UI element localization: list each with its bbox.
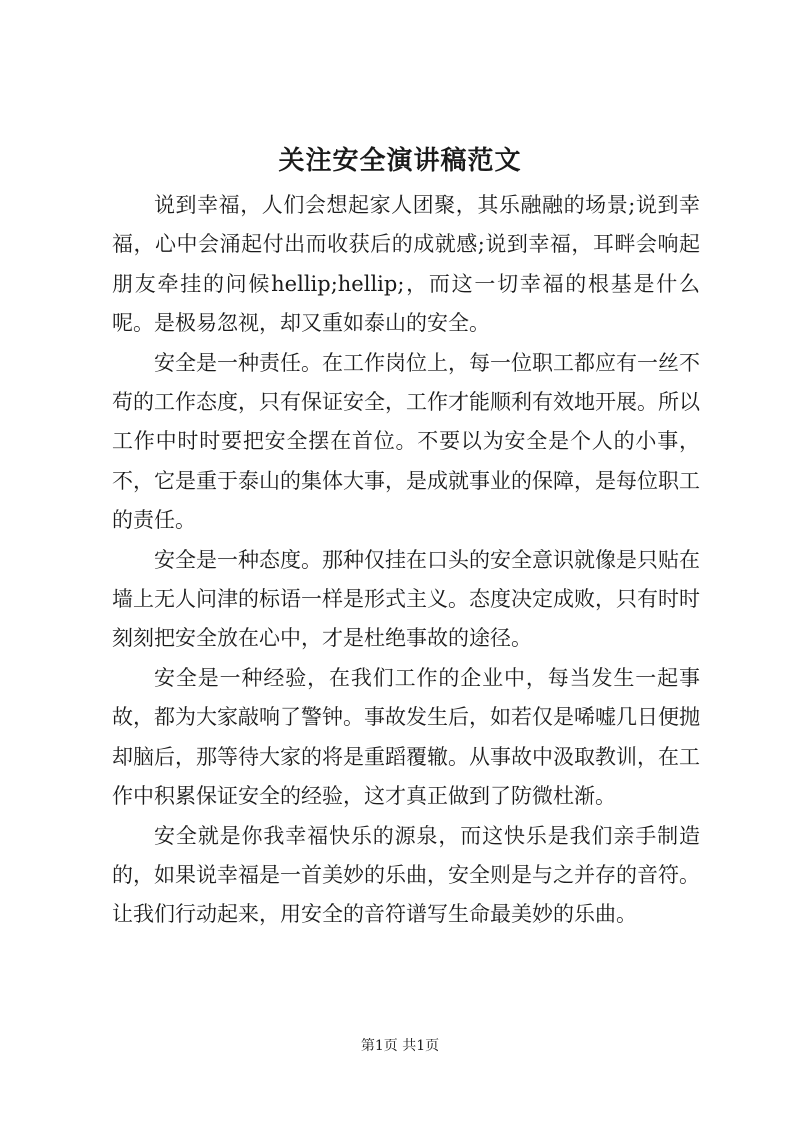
page-footer: 第1页 共1页: [360, 1038, 440, 1054]
paragraph-5: 安全就是你我幸福快乐的源泉，而这快乐是我们亲手制造的，如果说幸福是一首美妙的乐曲，安全则是与之并存的音符。让我们行动起来，用安全的音符谱写生命最美妙的乐曲。: [112, 823, 700, 927]
paragraph-3: 安全是一种态度。那种仅挂在口头的安全意识就像是只贴在墙上无人问津的标语一样是形式主义。态度决定成败，只有时时刻刻把安全放在心中，才是杜绝事故的途径。: [112, 547, 700, 651]
document-title: 关注安全演讲稿范文: [278, 146, 522, 176]
paragraph-1: 说到幸福，人们会想起家人团聚，其乐融融的场景;说到幸福，心中会涌起付出而收获后的成就感;说到幸福，耳畔会响起朋友牵挂的问候hellip;hellip;，而这一切幸福的根基是什么呢。是极易忽视，却又重如泰山的安全。: [112, 193, 700, 336]
document-body: [112, 186, 700, 935]
paragraph-2: 安全是一种责任。在工作岗位上，每一位职工都应有一丝不苟的工作态度，只有保证安全，工作才能顺利有效地开展。所以工作中时时要把安全摆在首位。不要以为安全是个人的小事，不，它是重于泰山的集体大事，是成就事业的保障，是每位职工的责任。: [112, 350, 700, 533]
paragraph-4: 安全是一种经验，在我们工作的企业中，每当发生一起事故，都为大家敲响了警钟。事故发生后，如若仅是唏嘘几日便抛却脑后，那等待大家的将是重蹈覆辙。从事故中汲取教训，在工作中积累保证安全的经验，这才真正做到了防微杜渐。: [112, 665, 700, 809]
